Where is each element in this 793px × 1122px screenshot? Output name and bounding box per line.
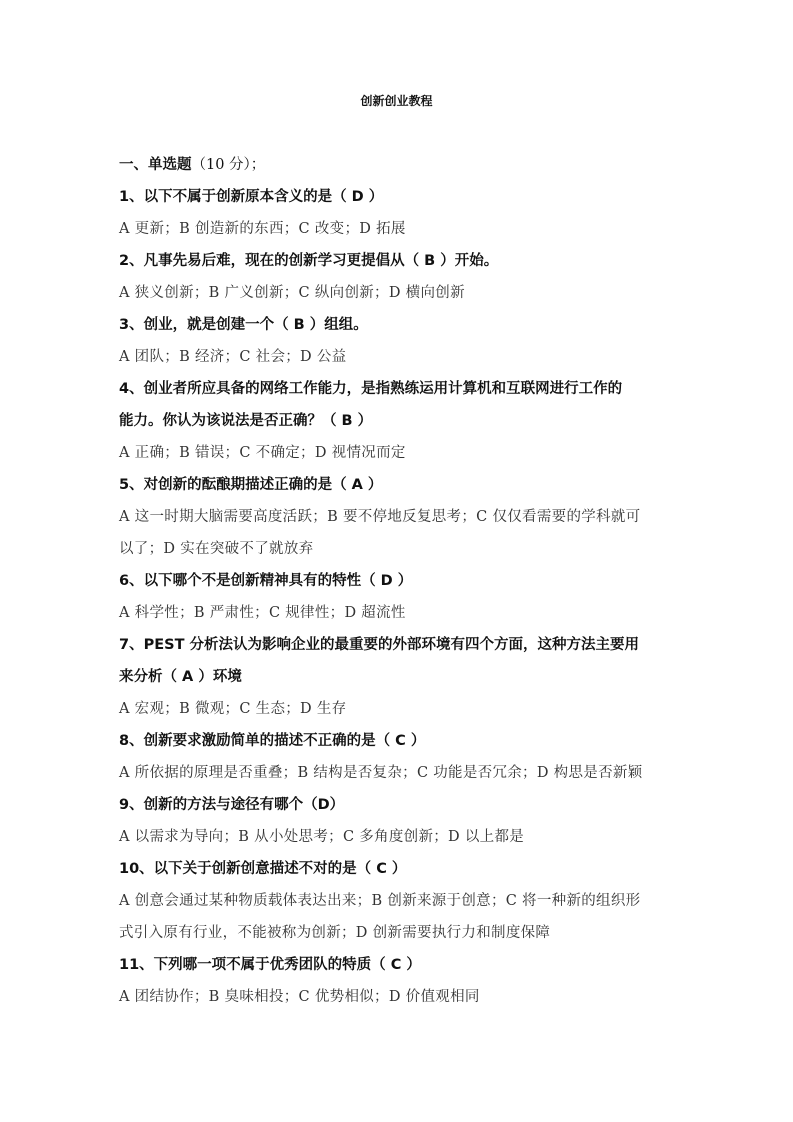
question-options: 以了；D 实在突破不了就放弃 xyxy=(119,541,314,557)
section-label: 一、单选题 xyxy=(119,157,192,173)
question-stem: 6、以下哪个不是创新精神具有的特性（ D ） xyxy=(119,573,413,589)
question-stem: 7、PEST 分析法认为影响企业的最重要的外部环境有四个方面，这种方法主要用 xyxy=(119,637,640,653)
question-item xyxy=(119,725,679,789)
question-options: A 所依据的原理是否重叠；B 结构是否复杂；C 功能是否冗余；D 构思是否新颖 xyxy=(119,765,643,781)
question-stem: 来分析（ A ）环境 xyxy=(119,669,242,685)
question-options: A 创意会通过某种物质载体表达出来；B 创新来源于创意；C 将一种新的组织形 xyxy=(119,893,641,909)
question-stem: 2、凡事先易后难，现在的创新学习更提倡从（ B ）开始。 xyxy=(119,253,499,269)
question-options: A 更新；B 创造新的东西；C 改变；D 拓展 xyxy=(119,221,406,237)
question-stem: 4、创业者所应具备的网络工作能力，是指熟练运用计算机和互联网进行工作的 xyxy=(119,381,623,397)
question-options: A 正确；B 错误；C 不确定；D 视情况而定 xyxy=(119,445,406,461)
question-stem: 8、创新要求激励简单的描述不正确的是（ C ） xyxy=(119,733,426,749)
question-options: A 狭义创新；B 广义创新；C 纵向创新；D 横向创新 xyxy=(119,285,465,301)
question-item xyxy=(119,789,679,853)
document-title: 创新创业教程 xyxy=(360,94,433,108)
question-list xyxy=(119,149,679,1013)
question-item xyxy=(119,853,679,949)
question-stem: 9、创新的方法与途径有哪个（D） xyxy=(119,797,345,813)
question-stem: 5、对创新的酝酿期描述正确的是（ A ） xyxy=(119,477,383,493)
question-stem: 1、以下不属于创新原本含义的是（ D ） xyxy=(119,189,384,205)
question-item xyxy=(119,565,679,629)
question-options: A 以需求为导向；B 从小处思考；C 多角度创新；D 以上都是 xyxy=(119,829,525,845)
question-item xyxy=(119,629,679,725)
question-options: 式引入原有行业，不能被称为创新；D 创新需要执行力和制度保障 xyxy=(119,925,551,941)
question-stem: 11、下列哪一项不属于优秀团队的特质（ C ） xyxy=(119,957,421,973)
question-item xyxy=(119,469,679,565)
question-options: A 宏观；B 微观；C 生态；D 生存 xyxy=(119,701,347,717)
question-stem: 3、创业，就是创建一个（ B ）组组。 xyxy=(119,317,368,333)
section-heading xyxy=(119,149,679,181)
question-options: A 团结协作；B 臭味相投；C 优势相似；D 价值观相同 xyxy=(119,989,480,1005)
question-item xyxy=(119,309,679,373)
question-stem: 能力。你认为该说法是否正确？（ B ） xyxy=(119,413,373,429)
question-options: A 团队；B 经济；C 社会；D 公益 xyxy=(119,349,347,365)
question-options: A 这一时期大脑需要高度活跃；B 要不停地反复思考；C 仅仅看需要的学科就可 xyxy=(119,509,641,525)
question-options: A 科学性；B 严肃性；C 规律性；D 超流性 xyxy=(119,605,406,621)
question-item xyxy=(119,949,679,1013)
question-item xyxy=(119,245,679,309)
question-stem: 10、以下关于创新创意描述不对的是（ C ） xyxy=(119,861,407,877)
section-points: （10 分）； xyxy=(191,157,266,173)
question-item xyxy=(119,373,679,469)
question-item xyxy=(119,181,679,245)
